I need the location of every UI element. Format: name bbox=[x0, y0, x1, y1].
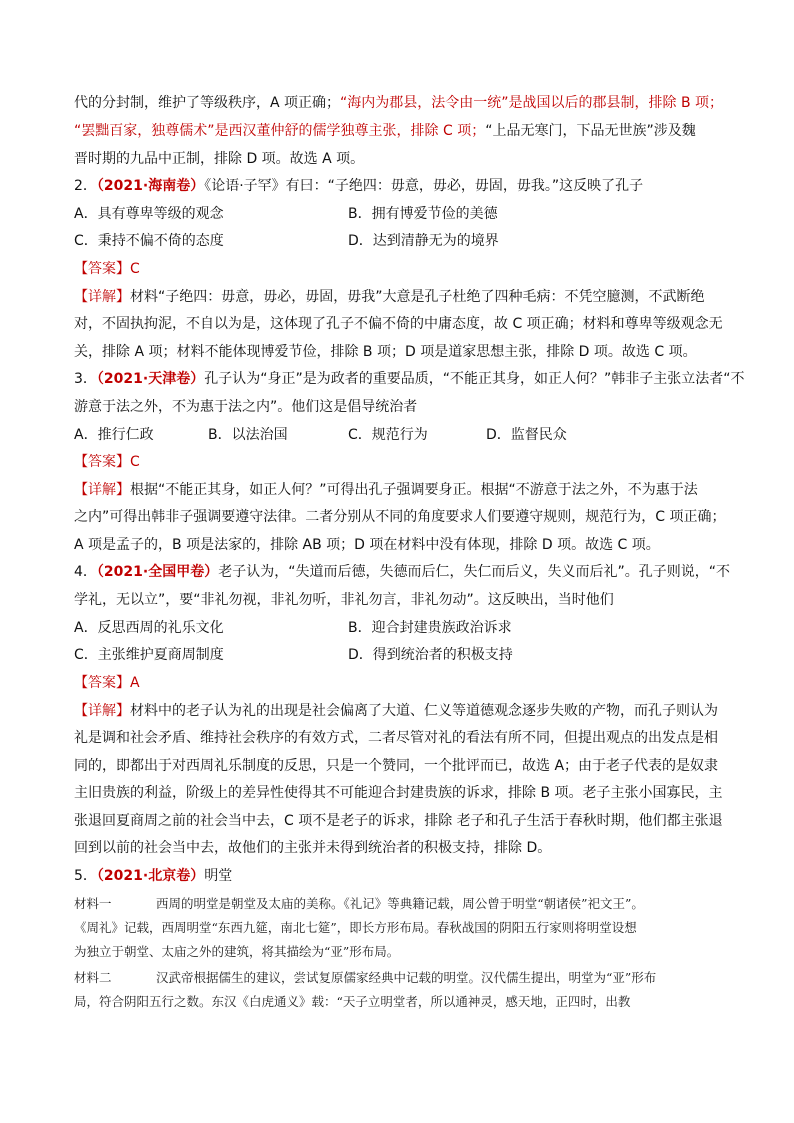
detail-text: 根据“不能正其身，如正人何？”可得出孔子强调要身正。根据“不游意于法之外，不为惠于法 bbox=[130, 482, 698, 498]
q3-detail-line-2: 之内”可得出韩非子强调要遵守法律。二者分别从不同的角度要求人们要遵守规则，规范行为，C 项正确； bbox=[74, 509, 726, 525]
q1-text: 代的分封制，维护了等级秩序，A 项正确； bbox=[74, 95, 341, 111]
material-1-label: 材料一 bbox=[74, 896, 112, 911]
material-2-label: 材料二 bbox=[74, 970, 112, 985]
q1-explanation-line-2 bbox=[74, 124, 696, 138]
q3-option-c: C．规范行为 bbox=[348, 427, 428, 443]
material-1-line-3: 为独立于朝堂、太庙之外的建筑，将其描绘为“亚”形布局。 bbox=[74, 944, 400, 959]
q1-quote: “海内为郡县，法令由一统”是战国以后的郡县制，排除 B 项； bbox=[340, 95, 724, 111]
q2-option-c: C．秉持不偏不倚的态度 bbox=[74, 233, 224, 249]
q4-option-b: B．迎合封建贵族政治诉求 bbox=[348, 620, 512, 636]
detail-text: 材料“子绝四：毋意，毋必，毋固，毋我”大意是孔子杜绝了四种毛病：不凭空臆测，不武断绝 bbox=[130, 289, 705, 305]
q5-stem bbox=[74, 869, 232, 883]
q3-detail-line-3: A 项是孟子的，B 项是法家的，排除 AB 项；D 项在材料中没有体现，排除 D 项。故选 C 项。 bbox=[74, 537, 660, 553]
q1-text: 是西汉董仲舒的儒学独尊主张，排除 C 项； bbox=[214, 123, 486, 139]
question-number: 2． bbox=[74, 178, 97, 194]
q3-option-a: A．推行仁政 bbox=[74, 427, 154, 443]
q4-detail-line-2: 礼是调和社会矛盾、维持社会秩序的有效方式，二者尽管对礼的看法有所不同，但提出观点的出发点是相 bbox=[74, 730, 718, 746]
q4-option-a: A．反思西周的礼乐文化 bbox=[74, 620, 224, 636]
question-source: （2021·天津卷） bbox=[96, 371, 205, 387]
q2-option-a: A．具有尊卑等级的观念 bbox=[74, 206, 224, 222]
q4-detail-line-4: 主旧贵族的利益，阶级上的差异性使得其不可能迎合封建贵族的诉求，排除 B 项。老子主张小国寡民，主 bbox=[74, 785, 723, 801]
question-number: 4． bbox=[74, 564, 97, 580]
q4-detail-line-6: 回到以前的社会当中去，故他们的主张并未得到统治者的积极支持，排除 D。 bbox=[74, 840, 552, 856]
q3-stem-line-2: 游意于法之外，不为惠于法之内”。他们这是倡导统治者 bbox=[74, 399, 418, 415]
q2-stem bbox=[74, 179, 643, 193]
q4-stem-line-1 bbox=[74, 565, 730, 579]
question-stem: 《论语·子罕》有曰：“子绝四：毋意，毋必，毋固，毋我。”这反映了孔子 bbox=[204, 178, 644, 194]
q3-option-d: D．监督民众 bbox=[486, 427, 567, 443]
q2-option-b: B．拥有博爱节俭的美德 bbox=[348, 206, 498, 222]
q4-stem-line-2: 学礼，无以立”，要“非礼勿视，非礼勿听，非礼勿言，非礼勿动”。这反映出，当时他们 bbox=[74, 592, 614, 608]
detail-text: 材料中的老子认为礼的出现是社会偏离了大道、仁义等道德观念逐步失败的产物，而孔子则认为 bbox=[130, 703, 718, 719]
q1-quote: “上品无寒门，下品无世族” bbox=[485, 123, 654, 139]
q3-detail-line-1 bbox=[74, 483, 698, 497]
question-source: （2021·海南卷） bbox=[96, 178, 205, 194]
question-source: （2021·全国甲卷） bbox=[96, 564, 219, 580]
material-2-line-2: 局，符合阴阳五行之数。东汉《白虎通义》载：“天子立明堂者，所以通神灵，感天地，正四时，出教 bbox=[74, 994, 631, 1009]
q4-detail-line-3: 同的，即都出于对西周礼乐制度的反思，只是一个赞同，一个批评而已，故选 A；由于老子代表的是奴隶 bbox=[74, 758, 719, 774]
detail-label: 【详解】 bbox=[74, 703, 130, 719]
q3-stem-line-1 bbox=[74, 372, 744, 386]
material-1-line-2: 《周礼》记载，西周明堂“东西九筵，南北七筵”，即长方形布局。春秋战国的阴阳五行家则将明堂设想 bbox=[74, 920, 637, 935]
q4-answer: 【答案】A bbox=[74, 675, 140, 691]
question-stem: 明堂 bbox=[204, 868, 233, 884]
detail-label: 【详解】 bbox=[74, 482, 130, 498]
question-source: （2021·北京卷） bbox=[96, 868, 205, 884]
q1-explanation-line-3 bbox=[74, 152, 364, 166]
q2-detail-line-2: 对，不固执拘泥，不自以为是，这体现了孔子不偏不倚的中庸态度，故 C 项正确；材料和尊卑等级观念无 bbox=[74, 316, 723, 332]
q3-answer: 【答案】C bbox=[74, 454, 140, 470]
q1-explanation-line-1 bbox=[74, 96, 723, 110]
q2-detail-line-3: 关，排除 A 项；材料不能体现博爱节俭，排除 B 项；D 项是道家思想主张，排除 D 项。故选 C 项。 bbox=[74, 344, 697, 360]
q1-text: 晋时期的九品中正制，排除 D 项。故选 A 项。 bbox=[74, 151, 365, 167]
question-stem: 老子认为，“失道而后德，失德而后仁，失仁而后义，失义而后礼”。孔子则说，“不 bbox=[218, 564, 730, 580]
q1-text: 涉及魏 bbox=[653, 123, 696, 139]
q2-option-d: D．达到清静无为的境界 bbox=[348, 233, 499, 249]
detail-label: 【详解】 bbox=[74, 289, 130, 305]
material-1-line-1: 西周的明堂是朝堂及太庙的美称。《礼记》等典籍记载，周公曾于明堂“朝诸侯”祀文王”。 bbox=[156, 896, 644, 911]
question-number: 5． bbox=[74, 868, 97, 884]
q3-option-b: B．以法治国 bbox=[208, 427, 288, 443]
q4-detail-line-1 bbox=[74, 704, 718, 718]
q4-option-c: C．主张维护夏商周制度 bbox=[74, 647, 224, 663]
q2-detail-line-1 bbox=[74, 290, 705, 304]
q4-detail-line-5: 张退回夏商周之前的社会当中去，C 项不是老子的诉求，排除 老子和孔子生活于春秋时期，他们都主张退 bbox=[74, 813, 723, 829]
q1-quote: “罢黜百家，独尊儒术” bbox=[74, 123, 215, 139]
question-number: 3． bbox=[74, 371, 97, 387]
q2-answer: 【答案】C bbox=[74, 261, 140, 277]
material-2-line-1: 汉武帝根据儒生的建议，尝试复原儒家经典中记载的明堂。汉代儒生提出，明堂为“亚”形布 bbox=[156, 970, 657, 985]
q4-option-d: D．得到统治者的积极支持 bbox=[348, 647, 513, 663]
question-stem: 孔子认为“身正”是为政者的重要品质，“不能正其身，如正人何？”韩非子主张立法者“不 bbox=[204, 371, 745, 387]
